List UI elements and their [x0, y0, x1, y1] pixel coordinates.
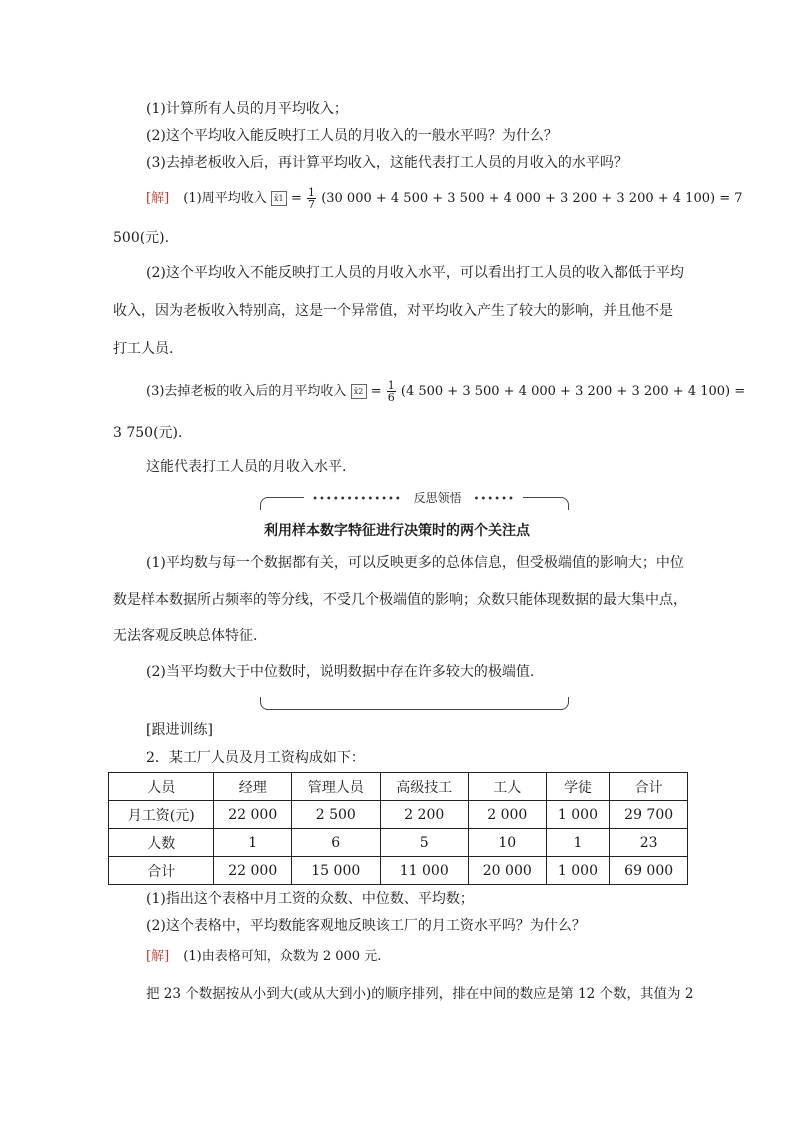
answer-3-expression: (4 500 + 3 500 + 4 000 + 3 200 + 3 200 + 4 100) = [400, 384, 746, 399]
problem-2-question-1: (1)指出这个表格中月工资的众数、中位数、平均数； [146, 891, 474, 907]
answer-2-line-2: 收入，因为老板收入特别高，这是一个异常值，对平均收入产生了较大的影响，并且他不是 [113, 303, 673, 319]
answer-2-line-3: 打工人员. [113, 341, 174, 357]
table-row [109, 829, 688, 857]
table-row [109, 773, 688, 801]
table-cell: 1 000 [546, 857, 610, 885]
reflection-label: 反思领悟 [410, 491, 466, 505]
fraction-1-denominator: 7 [308, 198, 316, 211]
answer-1-expression: (30 000 + 4 500 + 3 500 + 4 000 + 3 200 + 3 200 + 4 100) = 7 [321, 191, 743, 206]
fraction-2-numerator: 1 [387, 379, 395, 392]
answer-3-line [146, 380, 745, 403]
table-header-cell: 人员 [109, 773, 214, 801]
table-cell: 人数 [109, 829, 214, 857]
problem-2-answer-1-line [146, 948, 381, 966]
table-header-cell: 学徒 [546, 773, 610, 801]
fraction-1-6 [387, 380, 396, 403]
problem-2-question-2: (2)这个表格中，平均数能客观地反映该工厂的月工资水平吗？为什么？ [146, 918, 586, 934]
solution-label: [解] [146, 191, 170, 206]
table-header-cell: 合计 [610, 773, 688, 801]
reflection-box-bottom-border [260, 697, 569, 710]
table-cell: 29 700 [610, 801, 688, 829]
xbar-1-symbol: x̄1 [271, 191, 287, 206]
table-cell: 10 [468, 829, 546, 857]
table-cell: 22 000 [214, 857, 292, 885]
answer-1-prefix: (1)周平均收入 [183, 191, 267, 206]
table-header-cell: 管理人员 [292, 773, 380, 801]
table-cell: 合计 [109, 857, 214, 885]
reflection-point-1-line-1: (1)平均数与每一个数据都有关，可以反映更多的总体信息，但受极端值的影响大；中位 [146, 555, 684, 571]
equals-2: = [370, 384, 382, 399]
fraction-2-denominator: 6 [387, 391, 395, 404]
wage-table [108, 772, 688, 885]
table-cell: 1 000 [546, 801, 610, 829]
table-header-cell: 高级技工 [380, 773, 468, 801]
answer-2-line-1: (2)这个平均收入不能反映打工人员的月收入水平，可以看出打工人员的收入都低于平均 [146, 265, 684, 281]
problem-2-answer-2: 把 23 个数据按从小到大(或从大到小)的顺序排列，排在中间的数应是第 12 个数，其值为 2 [146, 986, 694, 1002]
table-cell: 69 000 [610, 857, 688, 885]
reflection-point-1-line-3: 无法客观反映总体特征. [113, 628, 258, 644]
answer-1-line [146, 187, 743, 210]
reflection-title: ••••••••••••• 反思领悟 •••••• [260, 489, 567, 506]
table-cell: 1 [214, 829, 292, 857]
answer-1-continuation: 500(元). [113, 230, 170, 246]
question-1: (1)计算所有人员的月平均收入； [146, 101, 348, 117]
table-row [109, 857, 688, 885]
fraction-1-7 [307, 187, 316, 210]
table-cell: 11 000 [380, 857, 468, 885]
answer-3-prefix: (3)去掉老板的收入后的月平均收入 [146, 384, 347, 399]
follow-up-label: [跟进训练] [146, 722, 213, 738]
table-row [109, 801, 688, 829]
fraction-1-numerator: 1 [308, 186, 316, 199]
table-cell: 20 000 [468, 857, 546, 885]
table-cell: 6 [292, 829, 380, 857]
table-cell: 2 000 [468, 801, 546, 829]
table-cell: 1 [546, 829, 610, 857]
solution-label-2: [解] [146, 949, 170, 964]
table-header-cell: 经理 [214, 773, 292, 801]
equals-1: = [291, 191, 302, 206]
answer-3-continuation: 3 750(元). [113, 425, 183, 441]
reflection-point-1-line-2: 数是样本数据所占频率的等分线，不受几个极端值的影响；众数只能体现数据的最大集中点， [113, 592, 687, 608]
problem-2-answer-1: (1)由表格可知，众数为 2 000 元. [183, 949, 382, 964]
question-2: (2)这个平均收入能反映打工人员的月收入的一般水平吗？为什么？ [146, 128, 558, 144]
table-cell: 5 [380, 829, 468, 857]
table-cell: 22 000 [214, 801, 292, 829]
reflection-point-2: (2)当平均数大于中位数时，说明数据中存在许多较大的极端值. [146, 664, 535, 680]
answer-3-conclusion: 这能代表打工人员的月收入水平. [146, 459, 347, 475]
table-cell: 2 200 [380, 801, 468, 829]
reflection-heading: 利用样本数字特征进行决策时的两个关注点 [264, 523, 530, 539]
question-3: (3)去掉老板收入后，再计算平均收入，这能代表打工人员的月收入的水平吗？ [146, 155, 628, 171]
table-cell: 月工资(元) [109, 801, 214, 829]
xbar-2-symbol: x̄2 [351, 384, 367, 399]
table-cell: 23 [610, 829, 688, 857]
table-cell: 15 000 [292, 857, 380, 885]
table-header-cell: 工人 [468, 773, 546, 801]
problem-2-title: 2．某工厂人员及月工资构成如下： [146, 750, 365, 766]
table-cell: 2 500 [292, 801, 380, 829]
